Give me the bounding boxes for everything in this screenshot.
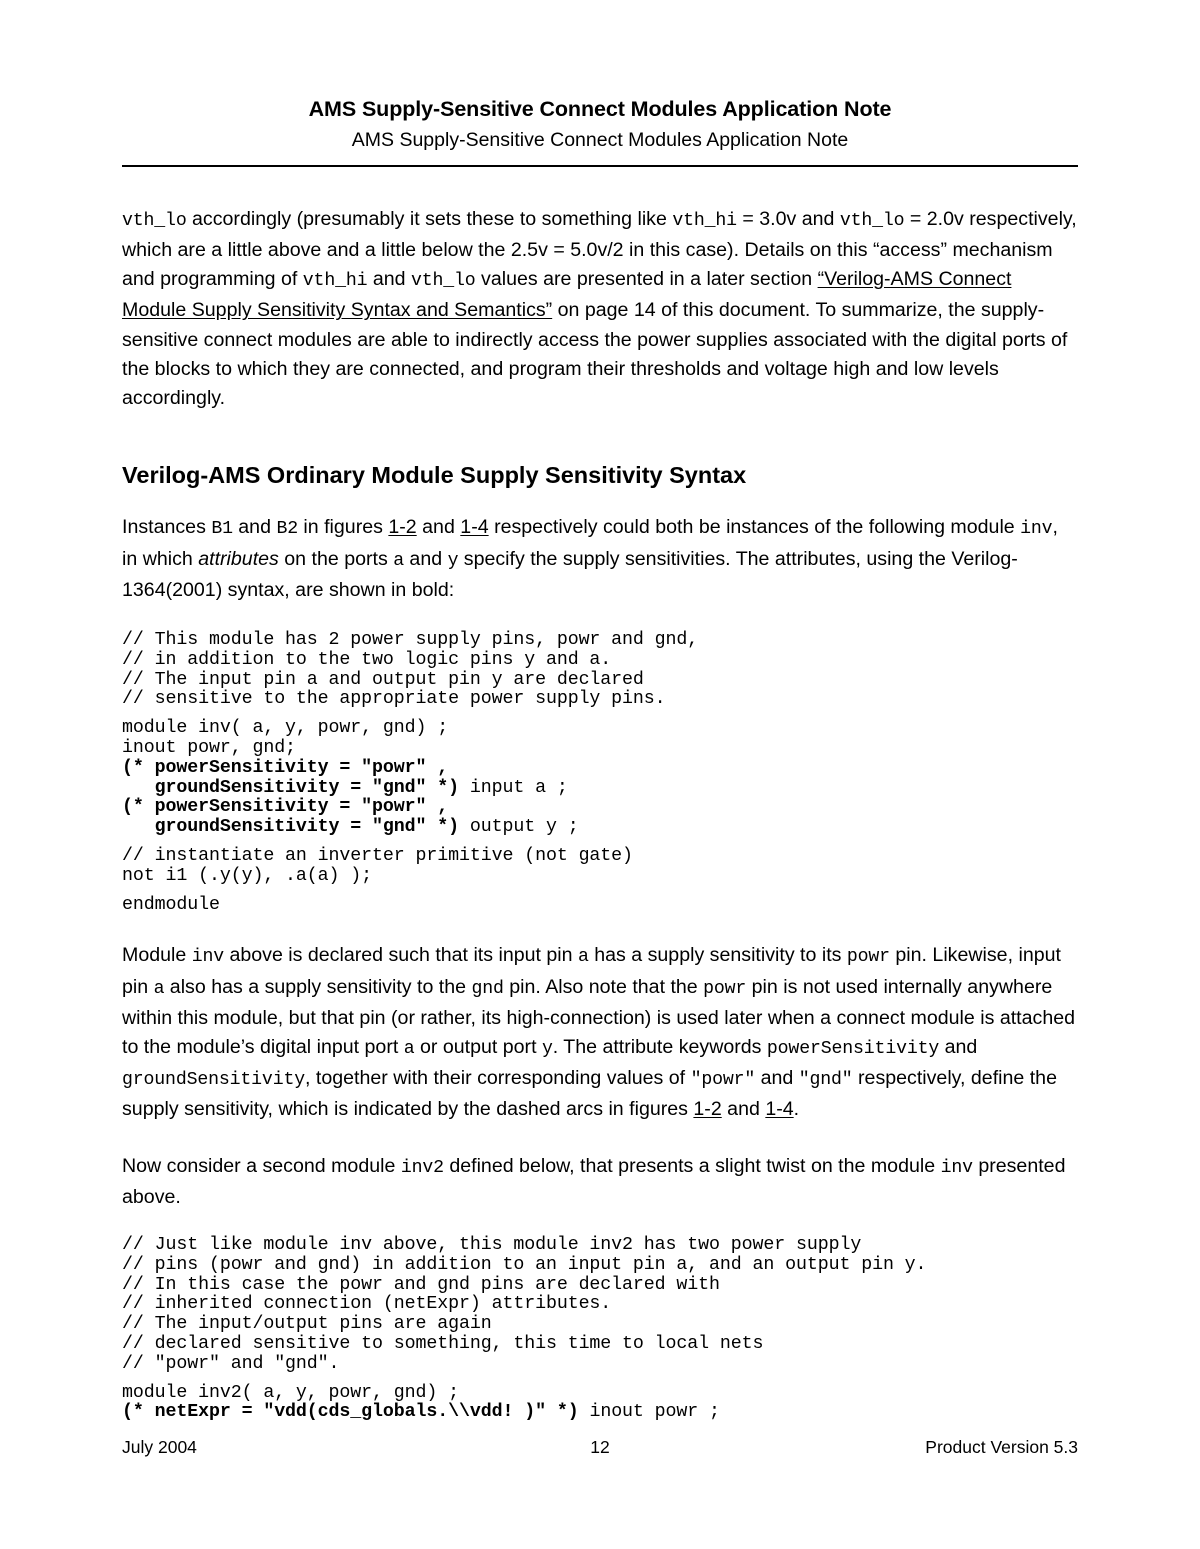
text-span: . The attribute keywords	[552, 1036, 767, 1059]
page-content	[122, 0, 1078, 1423]
code-line	[122, 779, 1078, 799]
text-span: and	[721, 1098, 766, 1121]
code-bold-run: (* powerSensitivity = "powr" ,	[122, 797, 449, 818]
code-bold-run: groundSensitivity = "gnd" *)	[122, 817, 459, 838]
figure-link-1-2[interactable]: 1-2	[388, 516, 417, 539]
text-span: and	[403, 547, 448, 570]
text-span: defined below, that presents a slight twist on the module	[443, 1154, 941, 1177]
code-plain-run: // Just like module inv above, this module inv2 has two power supply	[122, 1235, 862, 1256]
code-plain-run: // This module has 2 power supply pins, powr and gnd,	[122, 630, 699, 651]
code-line	[122, 671, 1078, 691]
code-plain-run: module inv2( a, y, powr, gnd) ;	[122, 1382, 459, 1403]
code-span: B2	[276, 519, 298, 540]
text-span: pin. Likewise, input pin	[122, 944, 1061, 998]
text-span: respectively could both be instances of the following module	[488, 516, 1021, 539]
text-span: above is declared such that its input pin	[224, 944, 579, 967]
code-span: a	[403, 1039, 415, 1060]
text-span: also has a supply sensitivity to the	[164, 975, 472, 998]
code-line	[122, 1335, 1078, 1355]
code-line	[122, 1403, 1078, 1423]
text-span: presented above.	[122, 1154, 1066, 1208]
paragraph-vth-levels	[122, 205, 1078, 413]
text-span: Now consider a second module	[122, 1154, 401, 1177]
code-plain-run: // "powr" and "gnd".	[122, 1353, 340, 1374]
footer-date: July 2004	[122, 1437, 197, 1457]
footer-page-number: 12	[590, 1437, 610, 1457]
page-footer	[122, 1437, 1078, 1458]
code-line	[122, 896, 1078, 916]
code-bold-run: (* netExpr = "vdd(cds_globals.\\vdd! )" *)	[122, 1402, 579, 1423]
figure-link-1-4[interactable]: 1-4	[460, 516, 489, 539]
code-span: inv	[191, 947, 225, 968]
code-span: vth_lo	[410, 271, 476, 292]
code-plain-run: // The input/output pins are again	[122, 1314, 492, 1335]
code-blank-line	[122, 887, 1078, 896]
code-plain-run: module inv( a, y, powr, gnd) ;	[122, 718, 449, 739]
text-span: and	[755, 1067, 799, 1090]
code-span: gnd	[471, 978, 504, 999]
code-span: inv	[1020, 519, 1053, 540]
code-span: a	[578, 947, 589, 968]
code-plain-run: endmodule	[122, 894, 220, 915]
code-span: y	[447, 550, 459, 571]
code-plain-run: inout powr, gnd;	[122, 738, 296, 759]
code-line	[122, 1315, 1078, 1335]
code-line	[122, 651, 1078, 671]
code-plain-run: // pins (powr and gnd) in addition to an input pin a, and an output pin y.	[122, 1254, 927, 1275]
text-span: = 3.0v and	[736, 207, 840, 230]
code-span: "powr"	[690, 1070, 756, 1091]
text-span: specify the supply sensitivities. The attributes, using the Verilog-1364(2001) syntax, are shown in bold:	[122, 547, 1018, 601]
code-plain-run: inout powr ;	[578, 1402, 720, 1423]
code-line	[122, 1295, 1078, 1315]
code-span: B1	[211, 519, 233, 540]
text-span: , together with their corresponding values of	[305, 1067, 691, 1090]
paragraph-instances	[122, 513, 1078, 605]
code-span: powr	[703, 978, 747, 999]
code-span: vth_hi	[672, 210, 737, 231]
code-line	[122, 867, 1078, 887]
code-line	[122, 1236, 1078, 1256]
header-subtitle: AMS Supply-Sensitive Connect Modules Application Note	[351, 128, 849, 151]
code-line	[122, 1384, 1078, 1404]
code-span: "gnd"	[798, 1070, 853, 1091]
section-heading: Verilog-AMS Ordinary Module Supply Sensitivity Syntax	[122, 462, 747, 489]
code-plain-run: // inherited connection (netExpr) attributes.	[122, 1294, 612, 1315]
text-span: values are presented in a later section	[475, 268, 818, 291]
code-bold-run: groundSensitivity = "gnd" *)	[122, 777, 459, 798]
code-line	[122, 690, 1078, 710]
code-span: inv2	[400, 1157, 444, 1178]
text-span: and	[367, 268, 411, 291]
code-plain-run: // in addition to the two logic pins y and a.	[122, 649, 612, 670]
code-line	[122, 759, 1078, 779]
text-span: .	[793, 1098, 800, 1121]
text-span: and	[939, 1036, 978, 1059]
figure-link-1-4-second[interactable]: 1-4	[765, 1098, 794, 1121]
code-plain-run: output y ;	[459, 817, 579, 838]
text-span: pin. Also note that the	[503, 975, 704, 998]
code-plain-run: input a ;	[459, 777, 568, 798]
paragraph-inv2-intro	[122, 1152, 1078, 1212]
text-span: on the ports	[278, 547, 394, 570]
code-span: inv	[940, 1157, 973, 1178]
code-span: powr	[846, 947, 890, 968]
code-plain-run: not i1 (.y(y), .a(a) );	[122, 865, 373, 886]
code-span: a	[153, 978, 165, 999]
text-span: Module	[122, 944, 192, 967]
code-line	[122, 847, 1078, 867]
code-line	[122, 739, 1078, 759]
text-span: on page 14 of this document. To summarize, the supply-sensitive connect modules are able to indirectly access the power supplies associated with the digital ports of the blocks to which they are connected, and program their thresholds and voltage high and low levels accordingly.	[122, 299, 1068, 410]
code-span: y	[541, 1039, 553, 1060]
page-header	[122, 0, 1078, 167]
text-span: and	[416, 516, 461, 539]
code-line	[122, 1256, 1078, 1276]
text-span: accordingly (presumably it sets these to something like	[186, 207, 673, 230]
text-span: , in which	[122, 516, 1058, 570]
code-span: vth_lo	[839, 210, 905, 231]
header-title: AMS Supply-Sensitive Connect Modules Application Note	[308, 97, 892, 121]
code-span: powerSensitivity	[766, 1039, 940, 1060]
code-line	[122, 818, 1078, 838]
footer-product-version: Product Version 5.3	[925, 1437, 1078, 1457]
cross-reference-link-semantics[interactable]: “Verilog-AMS Connect Module Supply Sensitivity Syntax and Semantics”	[122, 268, 1012, 322]
text-span: or output port	[414, 1036, 542, 1059]
text-span: pin is not used internally anywhere within this module, but that pin (or rather, its high-connection) is used later when a connect module is attached to the module’s digital input port	[122, 975, 1076, 1059]
paragraph-module-inv-explanation	[122, 941, 1078, 1124]
code-block-module-inv	[122, 631, 1078, 915]
code-line	[122, 631, 1078, 651]
code-span: vth_hi	[302, 271, 368, 292]
text-span: Instances	[122, 516, 212, 539]
text-span: respectively, define the supply sensitivity, which is indicated by the dashed arcs in figures	[122, 1067, 1057, 1121]
code-bold-run: (* powerSensitivity = "powr" ,	[122, 757, 449, 778]
code-line	[122, 1276, 1078, 1296]
code-plain-run: // declared sensitive to something, this time to local nets	[122, 1334, 764, 1355]
code-block-module-inv2	[122, 1236, 1078, 1423]
code-line	[122, 798, 1078, 818]
code-span: groundSensitivity	[122, 1070, 305, 1091]
header-rule	[122, 165, 1078, 167]
code-plain-run: // The input pin a and output pin y are declared	[122, 669, 644, 690]
emphasis-attributes: attributes	[198, 547, 279, 570]
code-line	[122, 719, 1078, 739]
code-plain-run: // instantiate an inverter primitive (not gate)	[122, 846, 633, 867]
code-span: vth_lo	[122, 210, 187, 231]
code-plain-run: // In this case the powr and gnd pins are declared with	[122, 1274, 720, 1295]
text-span: in figures	[297, 516, 389, 539]
text-span: = 2.0v respectively, which are a little above and a little below the 2.5v = 5.0v/2 in this case). Details on this “access” mechanism and programming of	[122, 207, 1077, 291]
text-span: and	[232, 516, 277, 539]
figure-link-1-2-second[interactable]: 1-2	[693, 1098, 722, 1121]
code-span: a	[393, 550, 404, 571]
code-plain-run: // sensitive to the appropriate power supply pins.	[122, 689, 666, 710]
code-line	[122, 1355, 1078, 1375]
text-span: has a supply sensitivity to its	[588, 944, 847, 967]
